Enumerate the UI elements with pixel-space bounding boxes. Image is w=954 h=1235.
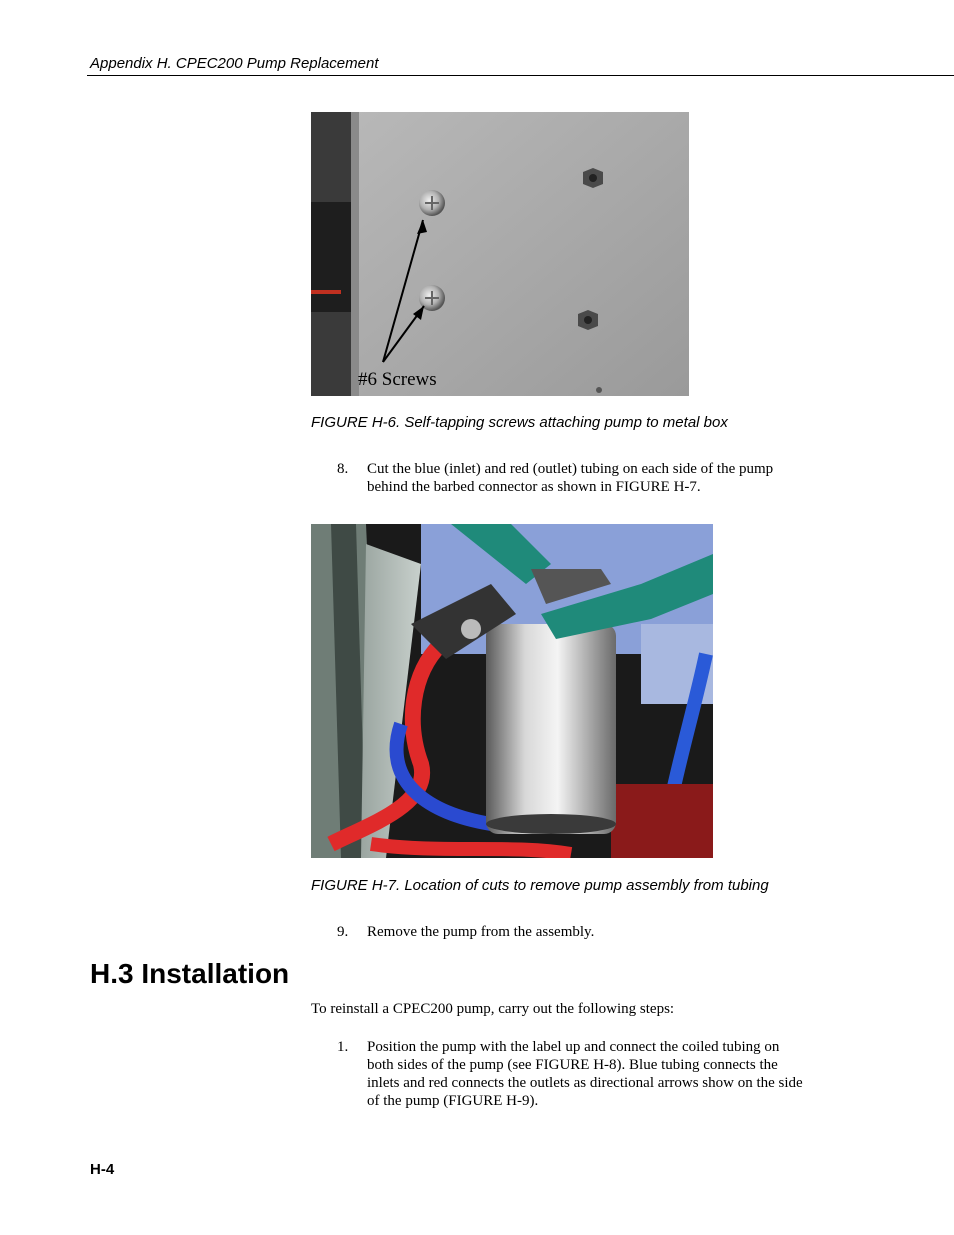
running-header: Appendix H. CPEC200 Pump Replacement bbox=[90, 55, 379, 72]
step-text: Remove the pump from the assembly. bbox=[367, 924, 595, 940]
step-text: Position the pump with the label up and connect the coiled tubing on both sides of the pump (see FIGURE H-8). Blue tubing connects the inlets and red connects the outlets as directional arrows show on the side of the pump (FIGURE H-9). bbox=[367, 1039, 803, 1109]
figure-h7-caption: FIGURE H-7. Location of cuts to remove pump assembly from tubing bbox=[311, 877, 769, 894]
step-number: 8. bbox=[337, 461, 349, 477]
figure-h6-caption: FIGURE H-6. Self-tapping screws attaching pump to metal box bbox=[311, 414, 728, 431]
figure-h6-photo bbox=[311, 112, 689, 396]
screws-annotation: #6 Screws bbox=[358, 369, 437, 390]
step-number: 1. bbox=[337, 1039, 349, 1055]
pump-cylinder bbox=[486, 624, 616, 834]
section-heading: H.3 Installation bbox=[90, 958, 290, 989]
page-number: H-4 bbox=[90, 1161, 115, 1178]
intro-paragraph: To reinstall a CPEC200 pump, carry out the following steps: bbox=[311, 1001, 675, 1017]
header-rule bbox=[87, 75, 954, 76]
figure-h7-photo bbox=[311, 524, 713, 858]
step-number: 9. bbox=[337, 924, 349, 940]
step-text: Cut the blue (inlet) and red (outlet) tubing on each side of the pump behind the barbed connector as shown in FIGURE H-7. bbox=[367, 461, 774, 495]
